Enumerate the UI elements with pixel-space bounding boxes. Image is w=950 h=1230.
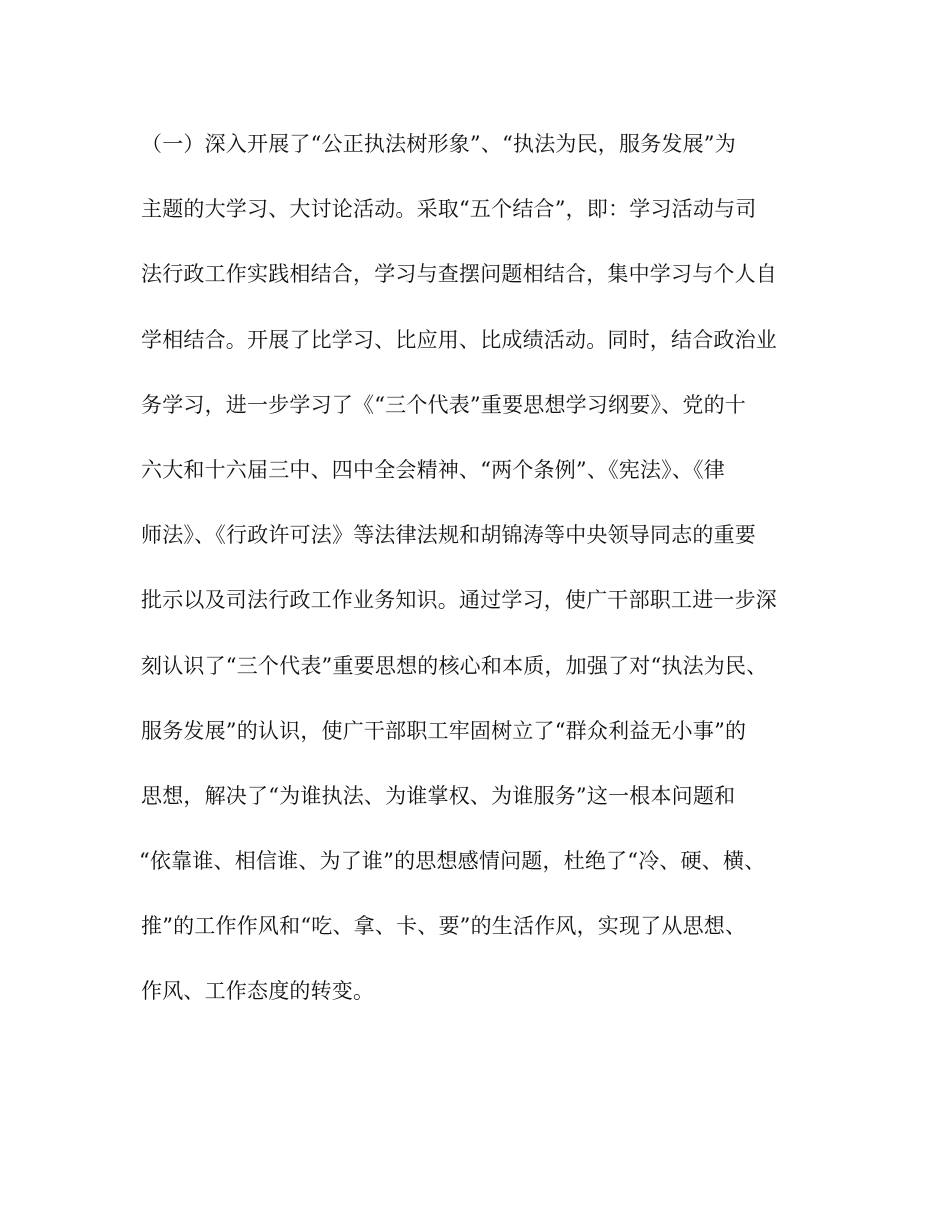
paragraph-line: 刻认识了“三个代表”重要思想的核心和本质，加强了对“执法为民、 bbox=[141, 653, 768, 678]
body-paragraph bbox=[141, 128, 821, 1041]
paragraph-line: “依靠谁、相信谁、为了谁”的思想感情问题，杜绝了“冷、硬、横、 bbox=[139, 849, 766, 874]
paragraph-line: 服务发展”的认识，使广干部职工牢固树立了“群众利益无小事”的 bbox=[141, 718, 747, 743]
paragraph-line: （一）深入开展了“公正执法树形象”、“执法为民，服务发展”为 bbox=[141, 132, 736, 156]
paragraph-line: 主题的大学习、大讨论活动。采取“五个结合”，即：学习活动与司 bbox=[141, 197, 757, 222]
paragraph-line: 学相结合。开展了比学习、比应用、比成绩活动。同时，结合政治业 bbox=[141, 327, 777, 352]
paragraph-line: 批示以及司法行政工作业务知识。通过学习，使广干部职工进一步深 bbox=[141, 588, 777, 613]
paragraph-line: 法行政工作实践相结合，学习与查摆问题相结合，集中学习与个人自 bbox=[141, 262, 777, 287]
paragraph-line: 师法》、《行政许可法》等法律法规和胡锦涛等中央领导同志的重要 bbox=[141, 523, 756, 548]
paragraph-line: 作风、工作态度的转变。 bbox=[141, 979, 375, 1004]
paragraph-line: 推”的工作作风和“吃、拿、卡、要”的生活作风，实现了从思想、 bbox=[141, 914, 747, 939]
paragraph-line: 六大和十六届三中、四中全会精神、“两个条例”、《宪法》、《律 bbox=[141, 457, 725, 482]
paragraph-line: 务学习，进一步学习了《“三个代表”重要思想学习纲要》、党的十 bbox=[141, 392, 746, 417]
paragraph-line: 思想，解决了“为谁执法、为谁掌权、为谁服务”这一根本问题和 bbox=[141, 783, 736, 808]
